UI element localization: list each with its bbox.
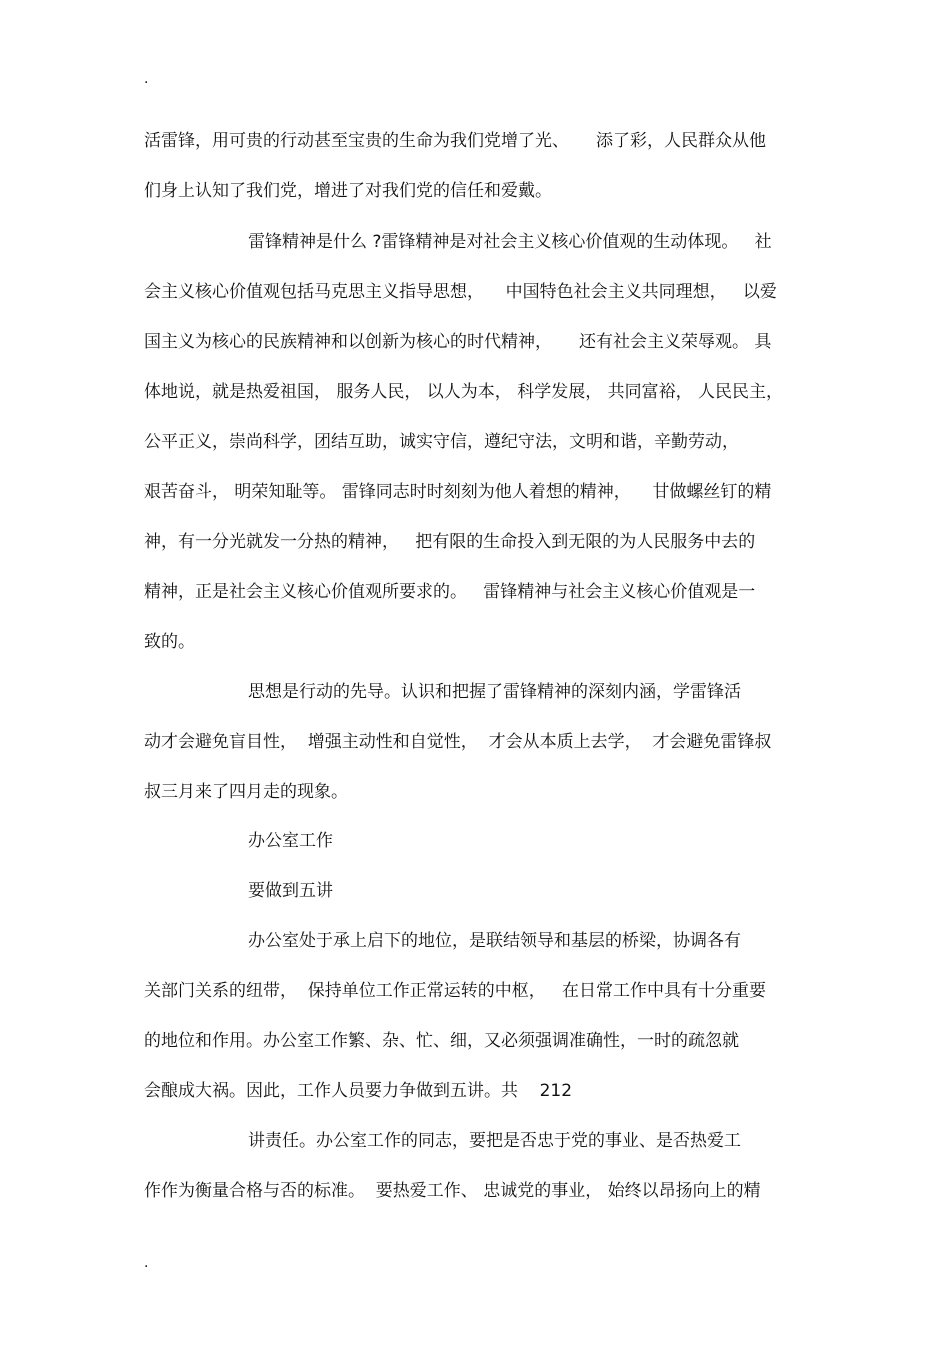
text-line: 公平正义，崇尚科学，团结互助，诚实守信，遵纪守法，文明和谐，辛勤劳动， bbox=[144, 432, 739, 452]
text-line: 精神，正是社会主义核心价值观所要求的。 雷锋精神与社会主义核心价值观是一 bbox=[144, 582, 756, 602]
paragraph-first-line: 雷锋精神是什么 ?雷锋精神是对社会主义核心价值观的生动体现。 社 bbox=[248, 232, 772, 252]
text-line: 活雷锋，用可贵的行动甚至宝贵的生命为我们党增了光、 添了彩，人民群众从他 bbox=[144, 131, 767, 151]
section-heading: 办公室工作 bbox=[248, 831, 333, 851]
text-line: 神，有一分光就发一分热的精神， 把有限的生命投入到无限的为人民服务中去的 bbox=[144, 532, 756, 552]
text-line: 国主义为核心的民族精神和以创新为核心的时代精神， 还有社会主义荣辱观。 具 bbox=[144, 332, 772, 352]
text-line: 的地位和作用。办公室工作繁、杂、忙、细，又必须强调准确性，一时的疏忽就 bbox=[144, 1031, 739, 1051]
text-line: 致的。 bbox=[144, 632, 195, 652]
text-line: 会主义核心价值观包括马克思主义指导思想， 中国特色社会主义共同理想， 以爱 bbox=[144, 282, 777, 302]
text-line: 动才会避免盲目性， 增强主动性和自觉性， 才会从本质上去学， 才会避免雷锋叔 bbox=[144, 732, 772, 752]
section-heading: 要做到五讲 bbox=[248, 881, 333, 901]
text-line: 艰苦奋斗， 明荣知耻等。 雷锋同志时时刻刻为他人着想的精神， 甘做螺丝钉的精 bbox=[144, 482, 772, 502]
text-line: 体地说，就是热爱祖国， 服务人民， 以人为本， 科学发展， 共同富裕， 人民民主， bbox=[144, 382, 784, 402]
page-top-mark: . bbox=[144, 71, 149, 87]
paragraph-first-line: 讲责任。办公室工作的同志，要把是否忠于党的事业、是否热爱工 bbox=[248, 1131, 741, 1151]
page-bottom-mark: . bbox=[144, 1255, 149, 1271]
text-line: 们身上认知了我们党，增进了对我们党的信任和爱戴。 bbox=[144, 181, 552, 201]
text-line: 作作为衡量合格与否的标准。 要热爱工作、 忠诚党的事业， 始终以昂扬向上的精 bbox=[144, 1181, 761, 1201]
paragraph-first-line: 办公室处于承上启下的地位，是联结领导和基层的桥梁，协调各有 bbox=[248, 931, 741, 951]
text-line: 会酿成大祸。因此，工作人员要力争做到五讲。共 212 bbox=[144, 1081, 573, 1101]
paragraph-first-line: 思想是行动的先导。认识和把握了雷锋精神的深刻内涵，学雷锋活 bbox=[248, 682, 741, 702]
text-line: 叔三月来了四月走的现象。 bbox=[144, 782, 348, 802]
text-line: 关部门关系的纽带， 保持单位工作正常运转的中枢， 在日常工作中具有十分重要 bbox=[144, 981, 767, 1001]
